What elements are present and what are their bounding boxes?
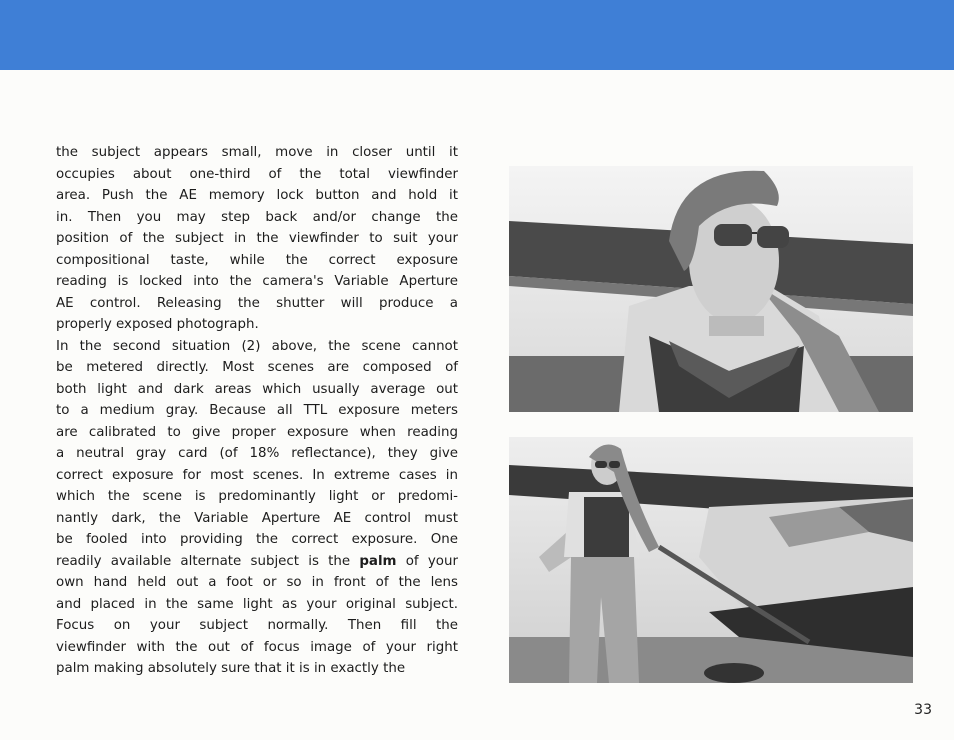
text-line: AE control. Releasing the shutter will produce a <box>56 295 458 311</box>
text-line: own hand held out a foot or so in front of the lens <box>56 575 458 590</box>
text-line: are calibrated to give proper exposure when reading <box>56 424 458 440</box>
text-line: a neutral gray card (of 18% reflectance), they give <box>56 446 458 461</box>
text-line: to a medium gray. Because all TTL exposure meters <box>56 403 458 418</box>
text-line: the subject appears small, move in closer until it <box>56 145 458 160</box>
body-text-column <box>56 142 458 680</box>
text-line: and placed in the same light as your original subject. <box>56 596 458 612</box>
text-line: palm making absolutely sure that it is in exactly the <box>56 661 406 676</box>
text-line: nantly dark, the Variable Aperture AE control must <box>56 510 458 526</box>
text-line: correct exposure for most scenes. In extreme cases in <box>56 467 458 483</box>
portrait-photo <box>509 166 913 412</box>
text-line: be fooled into providing the correct exposure. One <box>56 532 458 547</box>
text-line: compositional taste, while the correct exposure <box>56 252 458 268</box>
header-color-band <box>0 0 954 70</box>
text-line: be metered directly. Most scenes are composed of <box>56 360 458 375</box>
text-line: position of the subject in the viewfinder to suit your <box>56 231 458 246</box>
text-line: which the scene is predominantly light or predomi- <box>56 489 458 504</box>
text-fragment: readily available alternate subject is the <box>56 553 351 569</box>
text-line: properly exposed photograph. <box>56 317 259 332</box>
emphasis-word: palm <box>359 553 397 569</box>
text-line: in. Then you may step back and/or change the <box>56 209 458 225</box>
airplane-photo <box>509 437 913 683</box>
page-number: 33 <box>914 702 932 718</box>
text-line: occupies about one-third of the total viewfinder <box>56 166 458 182</box>
text-line: Focus on your subject normally. Then fill the <box>56 618 458 633</box>
text-line: reading is locked into the camera's Variable Aperture <box>56 274 458 289</box>
text-line: viewfinder with the out of focus image of your right <box>56 639 458 655</box>
text-line: area. Push the AE memory lock button and hold it <box>56 188 458 203</box>
text-line-with-emphasis <box>56 551 458 573</box>
text-fragment: of your <box>405 553 458 569</box>
text-line: both light and dark areas which usually average out <box>56 381 458 397</box>
text-line: In the second situation (2) above, the scene cannot <box>56 338 458 354</box>
